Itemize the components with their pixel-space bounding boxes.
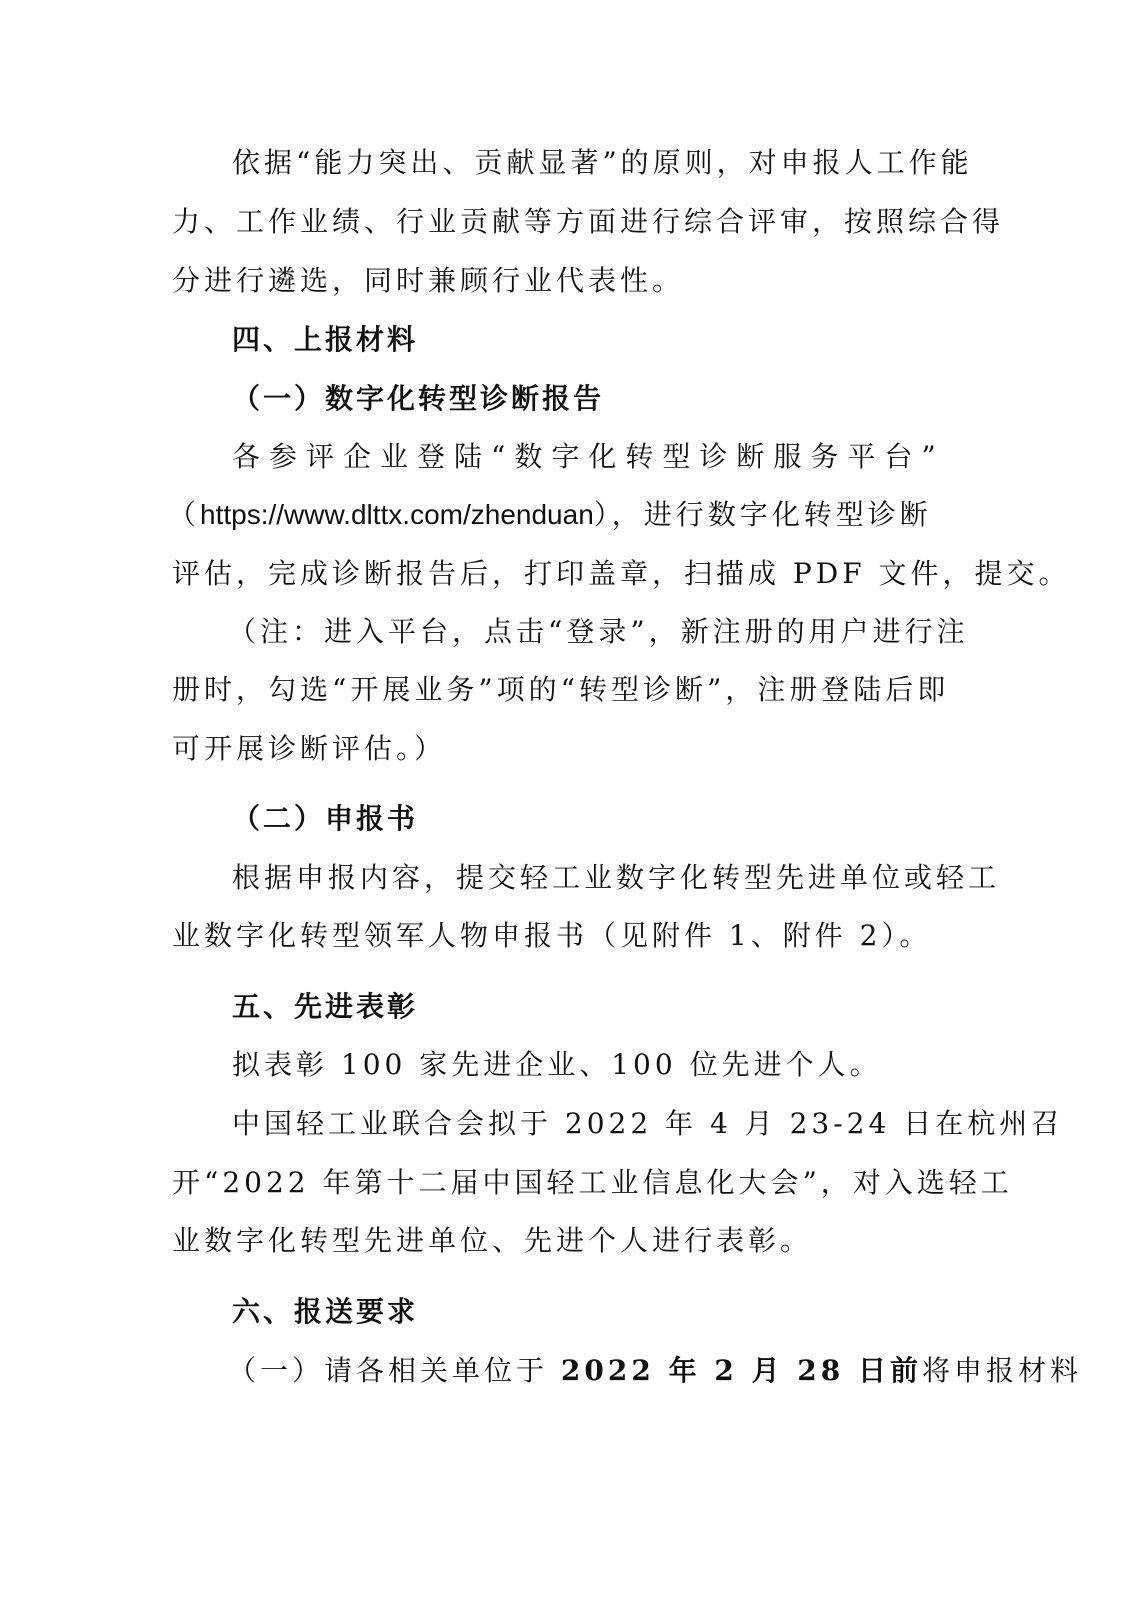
- section-heading-commendation: 五、先进表彰: [232, 990, 419, 1023]
- para-conference-line-3: 业数字化转型先进单位、先进个人进行表彰。: [172, 1224, 813, 1257]
- para-deadline-line-1: [228, 1353, 1083, 1389]
- deadline-date: 2022 年 2 月 28 日前: [560, 1354, 923, 1387]
- section-heading-requirements: 六、报送要求: [232, 1295, 419, 1328]
- para-platform-line-3: 评估，完成诊断报告后，打印盖章，扫描成 PDF 文件，提交。: [172, 557, 1071, 590]
- para-conference-line-1: 中国轻工业联合会拟于 2022 年 4 月 23-24 日在杭州召: [232, 1107, 1064, 1140]
- bracket-open: （: [168, 498, 201, 531]
- note-line-2: 册时，勾选“开展业务”项的“转型诊断”，注册登陆后即: [172, 673, 950, 706]
- note-line-1: （注：进入平台，点击“登录”，新注册的用户进行注: [228, 615, 969, 648]
- para-application-line-1: 根据申报内容，提交轻工业数字化转型先进单位或轻工: [232, 861, 1001, 894]
- para-principle-line-3: 分进行遴选，同时兼顾行业代表性。: [172, 264, 685, 297]
- para-principle-line-1: 依据“能力突出、贡献显著”的原则，对申报人工作能: [232, 146, 973, 179]
- para-application-line-2: 业数字化转型领军人物申报书（见附件 1、附件 2）。: [172, 919, 932, 952]
- subsection-heading-diagnosis-report: （一）数字化转型诊断报告: [232, 382, 605, 415]
- subsection-heading-application: （二）申报书: [232, 802, 419, 835]
- para-platform-line-1: 各参评企业登陆“数字化转型诊断服务平台”: [232, 440, 945, 473]
- deadline-suffix: 将申报材料: [922, 1354, 1083, 1387]
- para-conference-line-2: 开“2022 年第十二届中国轻工业信息化大会”，对入选轻工: [172, 1166, 1013, 1199]
- platform-url-link[interactable]: https://www.dlttx.com/zhenduan: [200, 499, 594, 530]
- section-heading-materials: 四、上报材料: [232, 323, 419, 356]
- para-principle-line-2: 力、工作业绩、行业贡献等方面进行综合评审，按照综合得: [172, 205, 1005, 238]
- para-platform-line-2: [168, 497, 958, 533]
- note-line-3: 可开展诊断评估。）: [172, 732, 447, 765]
- deadline-prefix: （一）请各相关单位于: [228, 1354, 561, 1387]
- para-platform-line-2-tail: ），进行数字化转型诊断: [593, 498, 932, 531]
- para-commendation-count: 拟表彰 100 家先进企业、100 位先进个人。: [232, 1048, 882, 1081]
